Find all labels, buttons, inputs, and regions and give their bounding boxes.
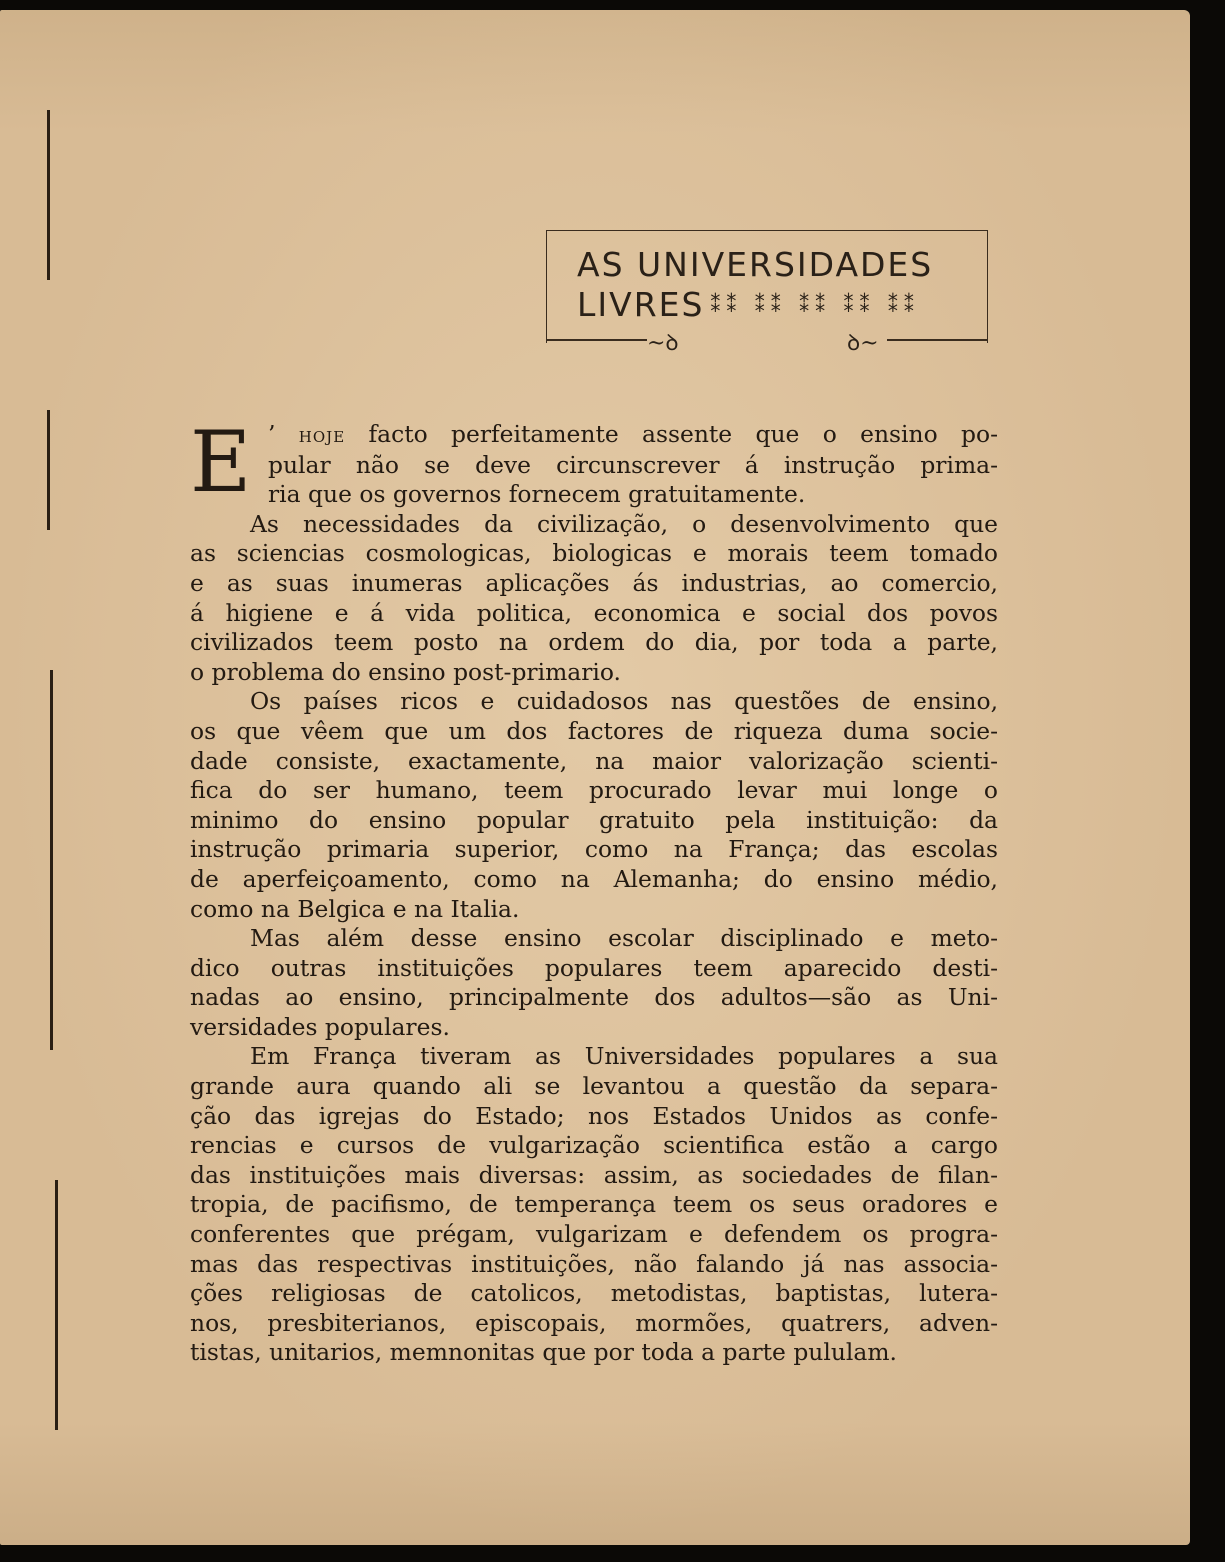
- text-line: rencias e cursos de vulgarização scientifica estão a cargo: [190, 1131, 998, 1160]
- binding-mark: [55, 1180, 58, 1430]
- binding-mark: [47, 110, 50, 280]
- text-line: Em França tiveram as Universidades populares a sua: [250, 1042, 998, 1071]
- text-line: os que vêem que um dos factores de riqueza duma socie-: [190, 716, 998, 745]
- text-line: nos, presbiterianos, episcopais, mormões, quatrers, adven-: [190, 1308, 998, 1337]
- text-line: Mas além desse ensino escolar disciplinado e meto-: [250, 924, 998, 953]
- text-line: á higiene e á vida politica, economica e social dos povos: [190, 598, 998, 627]
- text-line: As necessidades da civilização, o desenvolvimento que: [250, 509, 998, 538]
- text-line: grande aura quando ali se levantou a questão da separa-: [190, 1072, 998, 1101]
- text-line: fica do ser humano, teem procurado levar mui longe o: [190, 776, 998, 805]
- binding-mark: [47, 410, 50, 530]
- swirl-ornament-left-icon: ~ꝺ: [647, 331, 679, 356]
- text-line: dade consiste, exactamente, na maior valorização scienti-: [190, 746, 998, 775]
- title-line-2-text: LIVRES: [577, 285, 705, 324]
- title-line-1: AS UNIVERSIDADES: [577, 245, 934, 284]
- text-line: como na Belgica e na Italia.: [190, 894, 520, 923]
- text-line: ’ hoje facto perfeitamente assente que o ensino po-: [268, 420, 998, 448]
- text-line: o problema do ensino post-primario.: [190, 657, 621, 686]
- text-line: as sciencias cosmologicas, biologicas e morais teem tomado: [190, 539, 998, 568]
- text-line: e as suas inumeras aplicações ás industrias, ao comercio,: [190, 568, 998, 597]
- text-line: ções religiosas de catolicos, metodistas, baptistas, lutera-: [190, 1279, 998, 1308]
- text-line: versidades populares.: [190, 1012, 450, 1041]
- small-caps-word: hoje: [298, 423, 346, 447]
- text-line: civilizados teem posto na ordem do dia, por toda a parte,: [190, 628, 998, 657]
- text-line: ção das igrejas do Estado; nos Estados Unidos as confe-: [190, 1101, 998, 1130]
- text-line: pular não se deve circunscrever á instrução prima-: [268, 450, 998, 479]
- text-line: minimo do ensino popular gratuito pela instituição: da: [190, 805, 998, 834]
- text-line: das instituições mais diversas: assim, as sociedades de filan-: [190, 1160, 998, 1189]
- title-box: [546, 230, 988, 356]
- text-line: instrução primaria superior, como na França; das escolas: [190, 835, 998, 864]
- text-line: nadas ao ensino, principalmente dos adultos—são as Uni-: [190, 983, 998, 1012]
- text-line: mas das respectivas instituições, não falando já nas associa-: [190, 1249, 998, 1278]
- article-body: [190, 413, 998, 1368]
- text-line: Os países ricos e cuidadosos nas questões de ensino,: [250, 687, 998, 716]
- swirl-ornament-right-icon: ꝺ~: [847, 331, 879, 356]
- apostrophe: ’: [268, 420, 276, 448]
- text-line: tistas, unitarios, memnonitas que por toda a parte pululam.: [190, 1338, 897, 1367]
- title-ornaments: ⁑⁑ ⁑⁑ ⁑⁑ ⁑⁑ ⁑⁑: [710, 293, 920, 317]
- text-line: conferentes que prégam, vulgarizam e defendem os progra-: [190, 1220, 998, 1249]
- text-line: tropia, de pacifismo, de temperança teem os seus oradores e: [190, 1190, 998, 1219]
- text-line: de aperfeiçoamento, como na Alemanha; do ensino médio,: [190, 864, 998, 893]
- text-line: ria que os governos fornecem gratuitamente.: [268, 480, 806, 509]
- text-line: dico outras instituições populares teem aparecido desti-: [190, 953, 998, 982]
- binding-mark: [50, 670, 53, 1050]
- drop-cap: E: [190, 413, 252, 511]
- title-rule-left: [547, 339, 647, 341]
- title-rule-right: [887, 339, 987, 341]
- title-line-2: [577, 285, 920, 324]
